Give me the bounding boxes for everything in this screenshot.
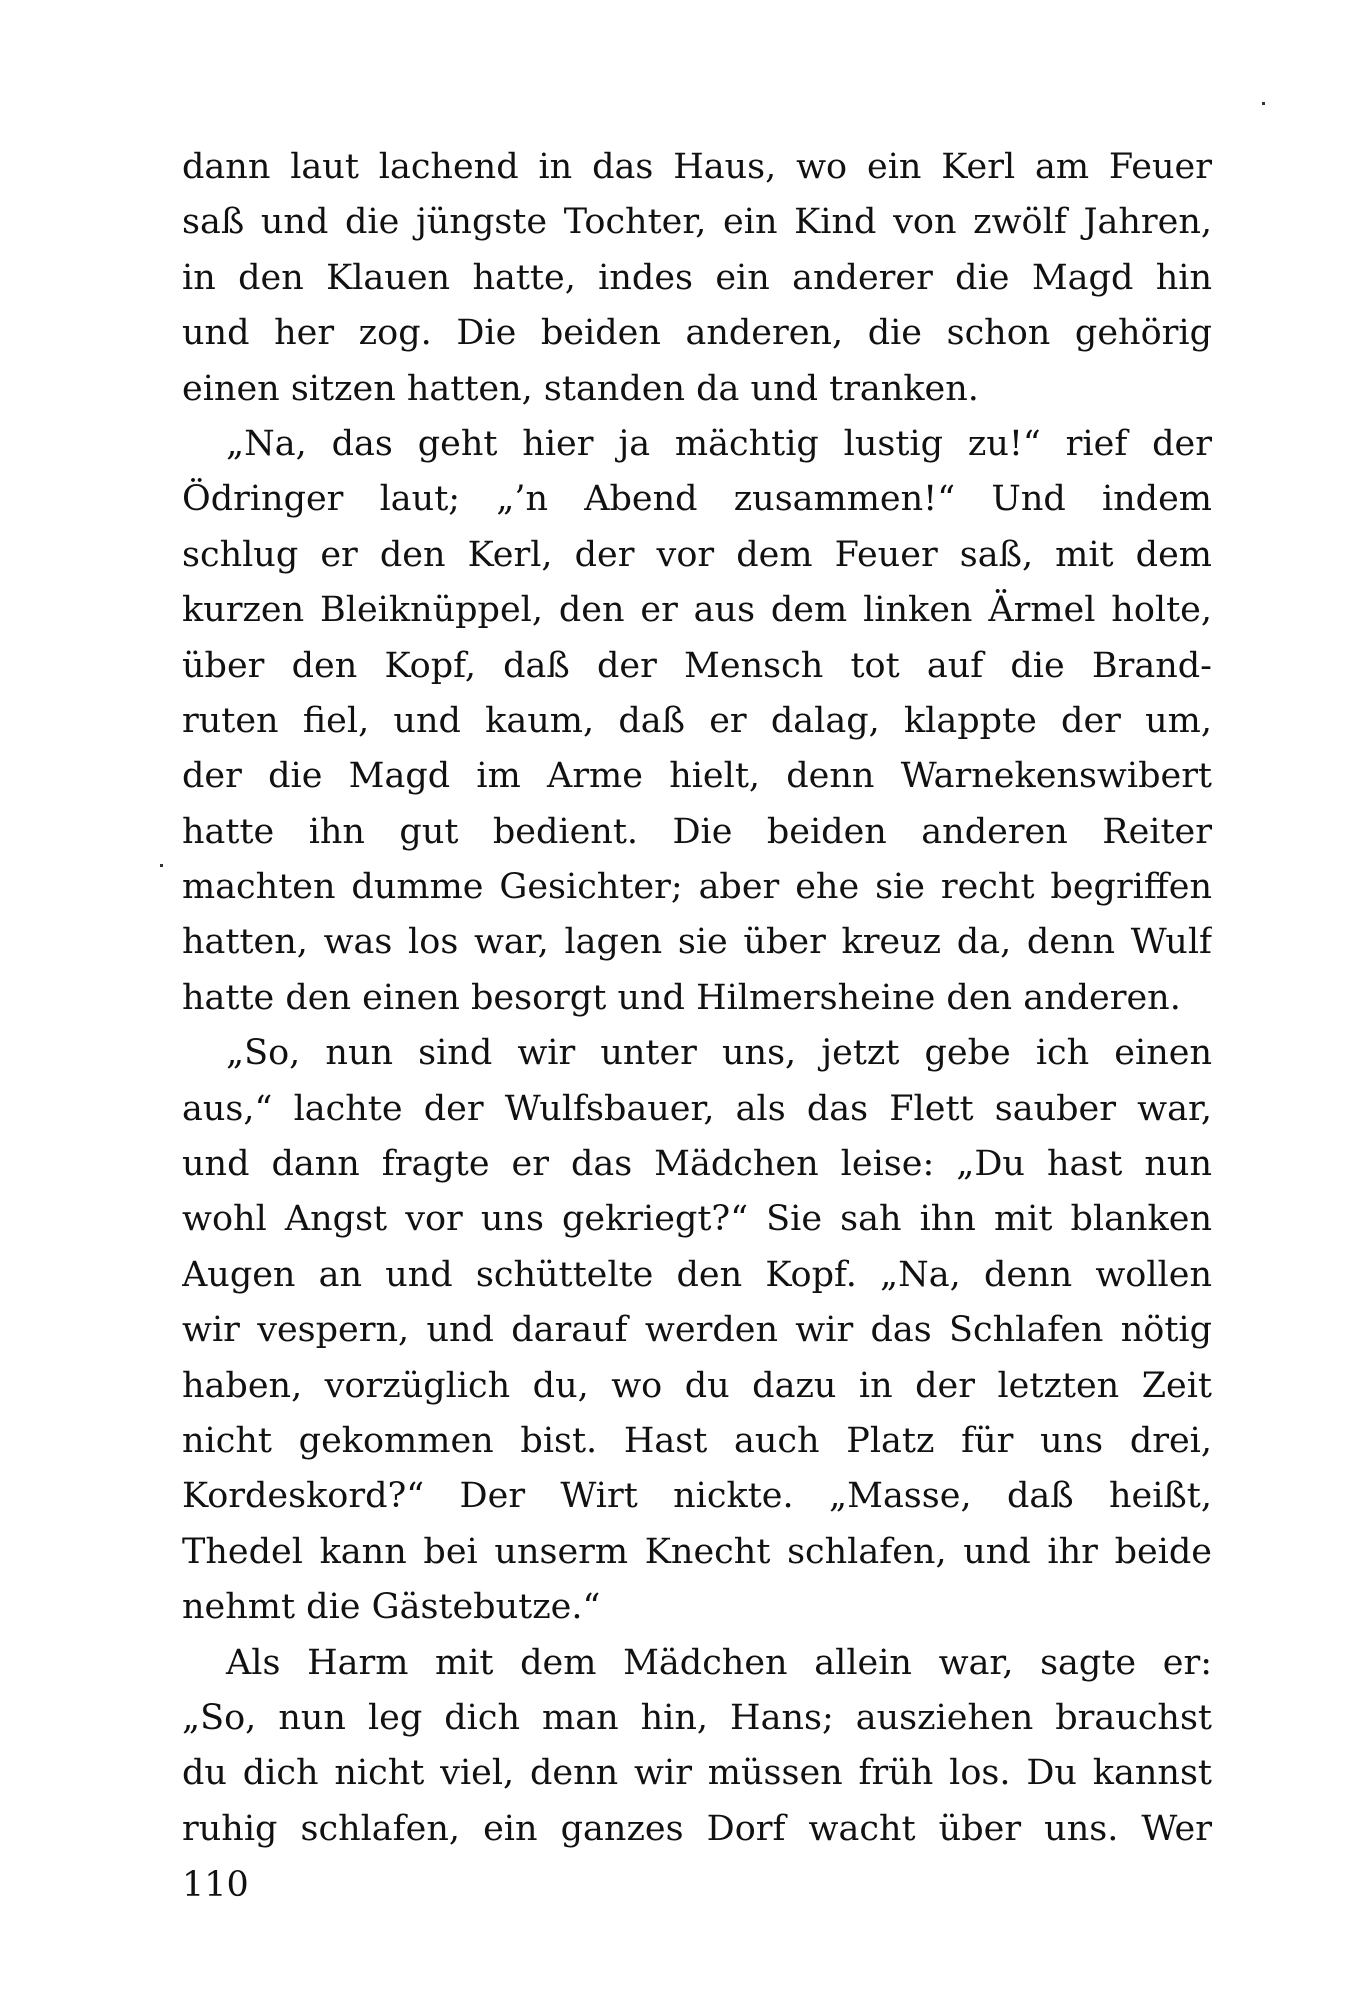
text-line: hatte den einen besorgt und Hilmersheine den anderen. [182,977,1181,1018]
text-line: einen sitzen hatten, standen da und tranken. [182,368,979,409]
text-line: saß und die jüngste Tochter, ein Kind von zwölf Jahren, [182,202,1212,243]
scan-speck [160,864,163,867]
text-line: kurzen Bleiknüppel, den er aus dem linken Ärmel holte, [182,590,1212,631]
body-text [182,140,1212,1857]
text-line: ruhig schlafen, ein ganzes Dorf wacht über uns. Wer [182,1808,1212,1849]
text-line: hatten, was los war, lagen sie über kreuz da, denn Wulf [182,922,1212,963]
text-line: wohl Angst vor uns gekriegt?“ Sie sah ihn mit blanken [182,1199,1212,1240]
text-line: der die Magd im Arme hielt, denn Warnekenswibert [182,756,1212,797]
text-line: und dann fragte er das Mädchen leise: „Du hast nun [182,1144,1212,1185]
text-line: du dich nicht viel, denn wir müssen früh los. Du kannst [182,1753,1212,1794]
text-line: über den Kopf, daß der Mensch tot auf die Brand- [182,645,1212,686]
text-line: nicht gekommen bist. Hast auch Platz für uns drei, [182,1420,1212,1461]
text-line: hatte ihn gut bedient. Die beiden anderen Reiter [182,811,1212,852]
text-line: Thedel kann bei unserm Knecht schlafen, und ihr beide [182,1531,1212,1572]
text-line: Augen an und schüttelte den Kopf. „Na, denn wollen [182,1254,1212,1295]
text-line: aus,“ lachte der Wulfsbauer, als das Flett sauber war, [182,1088,1212,1129]
text-line: nehmt die Gästebutze.“ [182,1587,601,1628]
text-line: und her zog. Die beiden anderen, die schon gehörig [182,313,1212,354]
page-number: 110 [182,1865,249,1905]
text-line: schlug er den Kerl, der vor dem Feuer saß, mit dem [182,534,1212,575]
text-line: haben, vorzüglich du, wo du dazu in der letzten Zeit [182,1365,1212,1406]
text-line: wir vespern, und darauf werden wir das Schlafen nötig [182,1310,1212,1351]
text-line: Ödringer laut; „’n Abend zusammen!“ Und indem [182,479,1212,520]
text-line: Als Harm mit dem Mädchen allein war, sagte er: [226,1642,1212,1683]
text-line: „Na, das geht hier ja mächtig lustig zu!“ rief der [226,423,1212,464]
text-line: Kordeskord?“ Der Wirt nickte. „Masse, daß heißt, [182,1476,1212,1517]
text-line: dann laut lachend in das Haus, wo ein Kerl am Feuer [182,147,1212,187]
text-line: machten dumme Gesichter; aber ehe sie recht begriffen [182,867,1212,908]
text-line: ruten fiel, und kaum, daß er dalag, klappte der um, [182,700,1212,741]
text-line: „So, nun sind wir unter uns, jetzt gebe ich einen [226,1033,1212,1074]
text-line: „So, nun leg dich man hin, Hans; ausziehen brauchst [182,1697,1212,1738]
scan-speck [1262,102,1265,105]
text-line: in den Klauen hatte, indes ein anderer die Magd hin [182,257,1212,298]
